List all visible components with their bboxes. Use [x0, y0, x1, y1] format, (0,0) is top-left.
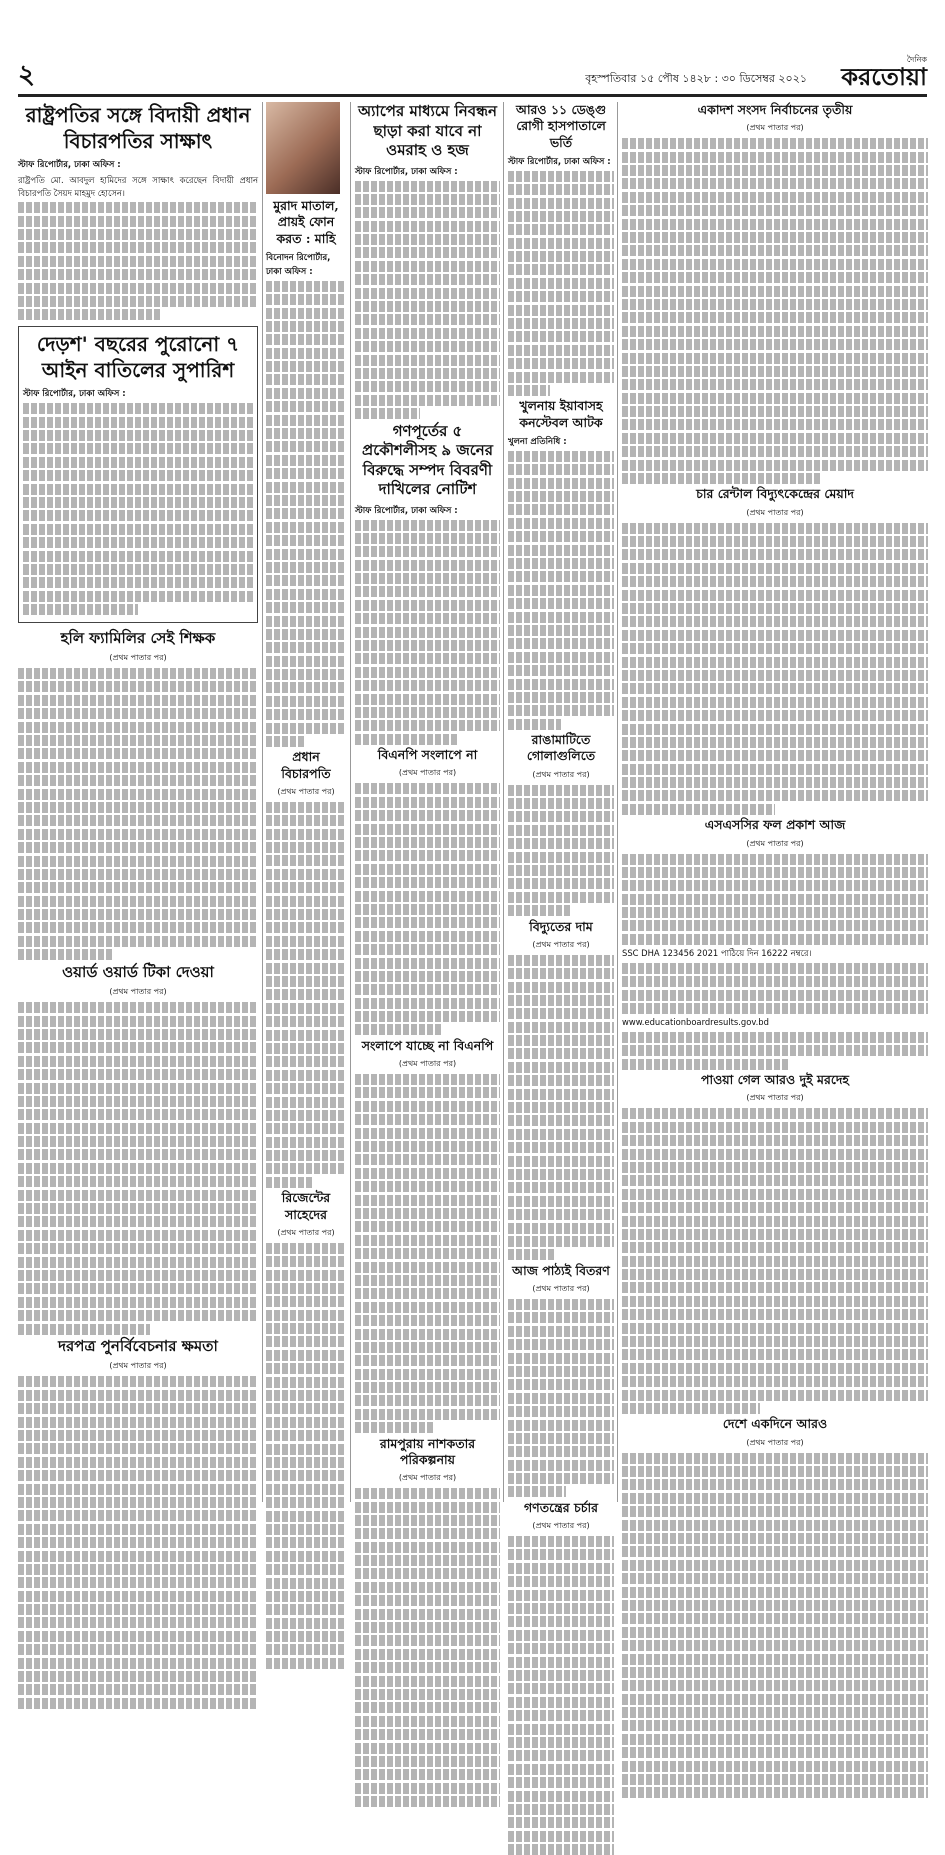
headline: চার রেন্টাল বিদ্যুৎকেন্দ্রের মেয়াদ — [696, 486, 854, 502]
headline: গণপূর্তের ৫ প্রকৌশলীসহ ৯ জনের বিরুদ্ধে সম্পদ বিবরণী দাখিলের নোটিশ — [362, 421, 493, 499]
ssc-sms-instruction: SSC DHA 123456 2021 পাঠিয়ে দিন 16222 নম্বরে। — [622, 948, 812, 959]
article-election — [622, 102, 928, 484]
byline: স্টাফ রিপোর্টার, ঢাকা অফিস : — [355, 166, 458, 177]
continued-note: (প্রথম পাতার পর) — [746, 1093, 804, 1103]
article-holy-family — [18, 629, 258, 961]
byline: বিনোদন রিপোর্টার, ঢাকা অফিস : — [266, 252, 331, 277]
continued-note: (প্রথম পাতার পর) — [277, 1227, 335, 1237]
date-line: বৃহস্পতিবার ১৫ পৌষ ১৪২৮ : ৩০ ডিসেম্বর ২০২১ — [585, 72, 807, 85]
headline: হলি ফ্যামিলির সেই শিক্ষক — [60, 628, 216, 647]
continued-note: (প্রথম পাতার পর) — [109, 1361, 167, 1371]
headline: সংলাপে যাচ্ছে না বিএনপি — [361, 1037, 494, 1053]
headline: একাদশ সংসদ নির্বাচনের তৃতীয় — [697, 102, 853, 117]
headline: অ্যাপের মাধ্যমে নিবন্ধন ছাড়া করা যাবে না ওমরাহ ও হজ — [358, 102, 497, 159]
article-laws — [18, 326, 258, 622]
headline: পাওয়া গেল আরও দুই মরদেহ — [701, 1072, 849, 1088]
column-divider — [262, 102, 263, 1502]
continued-note: (প্রথম পাতার পর) — [746, 123, 804, 133]
continued-note: (প্রথম পাতার পর) — [398, 1059, 457, 1069]
headline: প্রধান বিচারপতি — [281, 749, 331, 781]
logo-text: করতোয়া — [841, 62, 927, 91]
article-rampura — [355, 1436, 500, 1807]
page-number: ২ — [18, 60, 35, 90]
article-pwd — [355, 422, 500, 745]
continued-note: (প্রথম পাতার পর) — [109, 653, 167, 663]
headline: মুরাদ মাতাল, প্রায়ই ফোন করত : মাহি — [273, 198, 339, 246]
continued-note: (প্রথম পাতার পর) — [532, 769, 590, 779]
byline: স্টাফ রিপোর্টার, ঢাকা অফিস : — [508, 156, 611, 167]
continued-note: (প্রথম পাতার পর) — [398, 1473, 457, 1483]
article-hajj — [355, 102, 500, 419]
actress-photo — [266, 102, 340, 194]
article-bargain — [18, 1337, 258, 1709]
headline: রামপুরায় নাশকতার পরিকল্পনায় — [379, 1435, 476, 1467]
headline: রিজেন্টের সাহেদের — [281, 1190, 331, 1222]
article-rangamati — [508, 732, 614, 916]
headline: খুলনায় ইয়াবাসহ কনস্টেবল আটক — [519, 398, 603, 430]
article-more-covid — [622, 1416, 928, 1798]
article-dengue — [508, 102, 614, 396]
article-registrar — [266, 1190, 346, 1669]
column-divider — [617, 102, 618, 1502]
article-ssc — [622, 817, 928, 1070]
headline: গণতন্ত্রের চর্চার — [523, 1499, 599, 1515]
continued-note: (প্রথম পাতার পর) — [532, 939, 590, 949]
column-right — [622, 102, 928, 1502]
continued-note: (প্রথম পাতার পর) — [746, 838, 804, 848]
continued-note: (প্রথম পাতার পর) — [532, 1283, 590, 1293]
article-mahi — [266, 102, 346, 747]
article-rental-power — [622, 486, 928, 814]
column-divider — [503, 102, 504, 1502]
byline: স্টাফ রিপোর্টার, ঢাকা অফিস : — [23, 389, 126, 400]
headline: রাষ্ট্রপতির সঙ্গে বিদায়ী প্রধান বিচারপতির সাক্ষাৎ — [25, 103, 251, 153]
article-bodies — [622, 1072, 928, 1414]
headline: দরপত্র পুনর্বিবেচনার ক্ষমতা — [58, 1336, 218, 1355]
column-fourth — [508, 102, 614, 1531]
column-second — [266, 102, 346, 1502]
continued-note: (প্রথম পাতার পর) — [277, 786, 335, 796]
headline: দেড়শ' বছরের পুরোনো ৭ আইন বাতিলের সুপারিশ — [36, 332, 240, 383]
article-democracy — [508, 1500, 614, 1855]
byline: স্টাফ রিপোর্টার, ঢাকা অফিস : — [355, 505, 458, 516]
headline: আরও ১১ ডেঙ্গু রোগী হাসপাতালে ভর্তি — [515, 102, 607, 150]
article-bnp-sanglap — [355, 747, 500, 1035]
article-vaccine — [18, 963, 258, 1335]
logo-small-text: দৈনিক — [906, 55, 927, 64]
article-chief-justice — [266, 749, 346, 1187]
article-khulna — [508, 398, 614, 729]
ssc-result-url[interactable]: www.educationboardresults.gov.bd — [622, 1017, 769, 1028]
article-sanglap-bnp — [355, 1038, 500, 1433]
article-president-cj — [18, 102, 258, 320]
article-books — [508, 1263, 614, 1498]
column-divider — [350, 102, 351, 1502]
column-left — [18, 102, 258, 1502]
continued-note: (প্রথম পাতার পর) — [746, 1437, 804, 1447]
headline: রাঙামাটিতে গোলাগুলিতে — [526, 732, 596, 764]
headline: বিদ্যুতের দাম — [529, 918, 593, 934]
continued-note: (প্রথম পাতার পর) — [109, 987, 167, 997]
headline: বিএনপি সংলাপে না — [377, 747, 478, 763]
headline: দেশে একদিনে আরও — [722, 1416, 828, 1432]
byline: খুলনা প্রতিনিধি : — [508, 436, 567, 447]
headline: ওয়ার্ড ওয়ার্ড টিকা দেওয়া — [62, 962, 214, 981]
continued-note: (প্রথম পাতার পর) — [398, 768, 457, 778]
column-center — [355, 102, 500, 1502]
headline: আজ পাঠ্যই বিতরণ — [512, 1262, 610, 1278]
continued-note: (প্রথম পাতার পর) — [746, 507, 804, 517]
article-electricity — [508, 919, 614, 1261]
byline: স্টাফ রিপোর্টার, ঢাকা অফিস : — [18, 160, 121, 170]
newspaper-logo — [817, 56, 927, 92]
headline: এসএসসির ফল প্রকাশ আজ — [704, 817, 846, 833]
lead-text: রাষ্ট্রপতি মো. আবদুল হামিদের সঙ্গে সাক্ষাৎ করেছেন বিদায়ী প্রধান বিচারপতি সৈয়দ মাহমুদ হোসেন। — [18, 175, 258, 198]
continued-note: (প্রথম পাতার পর) — [532, 1521, 590, 1531]
page-header — [18, 55, 927, 97]
